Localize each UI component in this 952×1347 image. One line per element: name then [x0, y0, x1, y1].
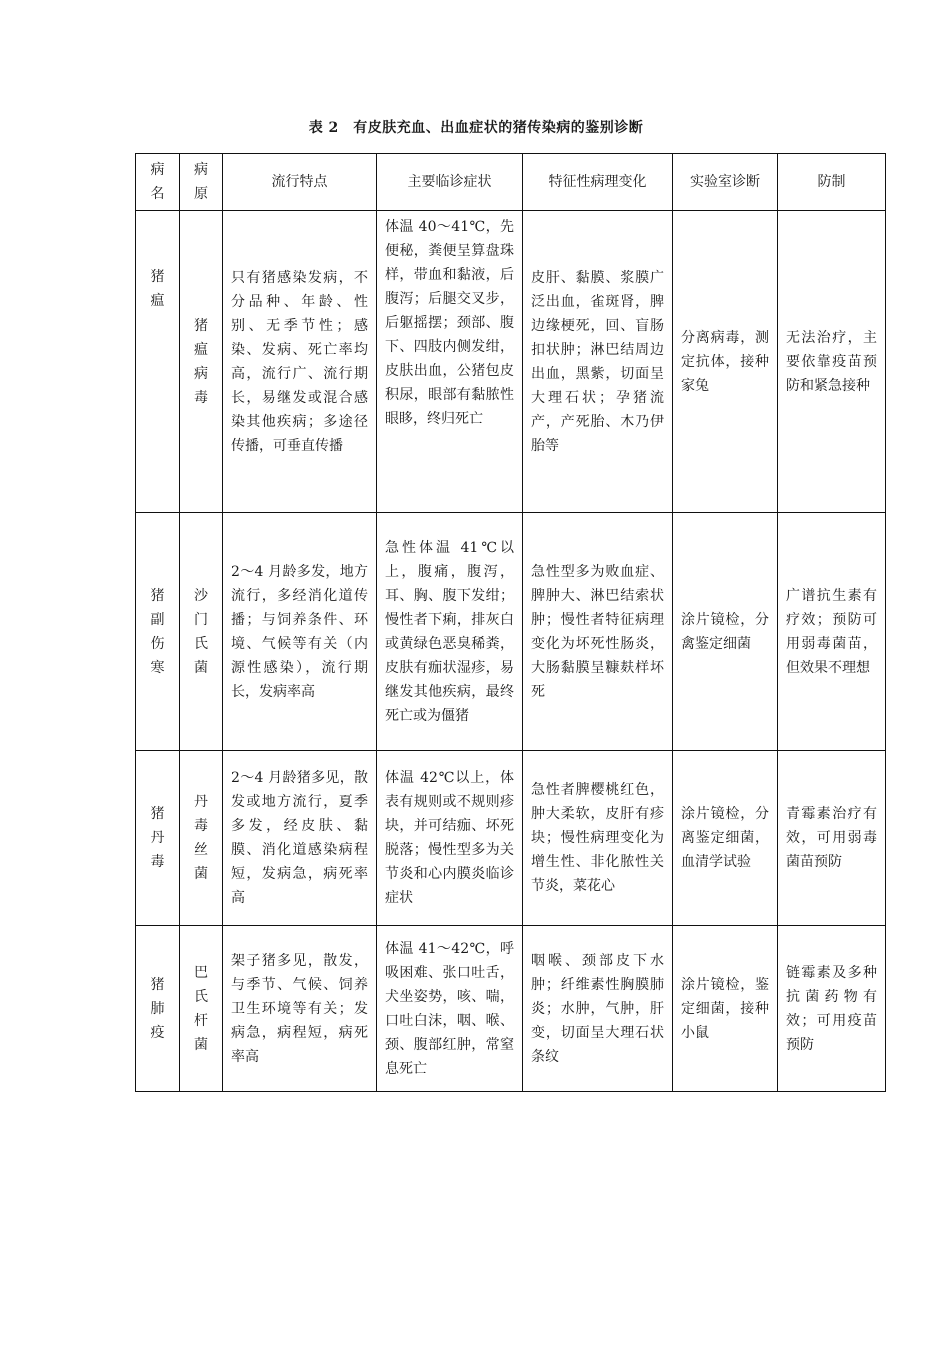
header-control: 防制	[778, 154, 886, 211]
pathology-cell: 咽喉、颈部皮下水肿；纤维素性胸膜肺炎；水肿，气肿，肝变，切面呈大理石状条纹	[523, 926, 673, 1092]
pathogen: 巴氏杆菌	[180, 926, 223, 1092]
lab-diagnosis-cell: 涂片镜检，鉴定细菌，接种小鼠	[673, 926, 778, 1092]
header-row	[136, 154, 886, 211]
table-row	[136, 513, 886, 751]
disease-name: 猪丹毒	[136, 751, 180, 926]
control-cell: 链霉素及多种抗菌药物有效；可用疫苗预防	[778, 926, 886, 1092]
lab-diagnosis-cell: 分离病毒，测定抗体，接种家兔	[673, 211, 778, 513]
header-disease-name: 病名	[136, 154, 180, 211]
disease-name: 猪肺疫	[136, 926, 180, 1092]
pathogen: 丹毒丝菌	[180, 751, 223, 926]
epidemiology-cell: 架子猪多见，散发，与季节、气候、饲养卫生环境等有关；发病急，病程短，病死率高	[223, 926, 377, 1092]
disease-name: 猪副伤寒	[136, 513, 180, 751]
control-cell: 广谱抗生素有疗效；预防可用弱毒菌苗，但效果不理想	[778, 513, 886, 751]
table-row	[136, 211, 886, 513]
control-cell: 青霉素治疗有效，可用弱毒菌苗预防	[778, 751, 886, 926]
epidemiology-cell: 只有猪感染发病，不分品种、年龄、性别、无季节性；感染、发病、死亡率均高，流行广、流行期长，易继发或混合感染其他疾病；多途径传播，可垂直传播	[223, 211, 377, 513]
symptoms-cell: 体温 40～41℃，先便秘，粪便呈算盘珠样，带血和黏液，后腹泻；后腿交叉步，后躯摇摆；颈部、腹下、四肢内侧发绀，皮肤出血，公猪包皮积尿，眼部有黏脓性眼眵，终归死亡	[377, 211, 523, 513]
pathogen: 沙门氏菌	[180, 513, 223, 751]
control-cell: 无法治疗，主要依靠疫苗预防和紧急接种	[778, 211, 886, 513]
pathogen: 猪瘟病毒	[180, 211, 223, 513]
table-title: 表 2 有皮肤充血、出血症状的猪传染病的鉴别诊断	[308, 120, 644, 136]
header-pathogen: 病原	[180, 154, 223, 211]
table-row	[136, 926, 886, 1092]
lab-diagnosis-cell: 涂片镜检，分禽鉴定细菌	[673, 513, 778, 751]
pathology-cell: 急性者脾樱桃红色，肿大柔软，皮肝有疹块；慢性病理变化为增生性、非化脓性关节炎，菜花心	[523, 751, 673, 926]
header-pathology: 特征性病理变化	[523, 154, 673, 211]
disease-name: 猪瘟	[136, 211, 180, 513]
differential-diagnosis-table	[135, 153, 886, 1092]
lab-diagnosis-cell: 涂片镜检，分离鉴定细菌，血清学试验	[673, 751, 778, 926]
header-epidemiology: 流行特点	[223, 154, 377, 211]
epidemiology-cell: 2～4 月龄多发，地方流行，多经消化道传播；与饲养条件、环境、气候等有关（内源性感染），流行期长，发病率高	[223, 513, 377, 751]
header-symptoms: 主要临诊症状	[377, 154, 523, 211]
pathology-cell: 急性型多为败血症、脾肿大、淋巴结索状肿；慢性者特征病理变化为坏死性肠炎，大肠黏膜呈糠麸样坏死	[523, 513, 673, 751]
symptoms-cell: 体温 42℃以上，体表有规则或不规则疹块，并可结痂、坏死脱落；慢性型多为关节炎和心内膜炎临诊症状	[377, 751, 523, 926]
pathology-cell: 皮肝、黏膜、浆膜广泛出血，雀斑肾，脾边缘梗死，回、盲肠扣状肿；淋巴结周边出血，黑紫，切面呈大理石状；孕猪流产，产死胎、木乃伊胎等	[523, 211, 673, 513]
epidemiology-cell: 2～4 月龄猪多见，散发或地方流行，夏季多发，经皮肤、黏膜、消化道感染病程短，发病急，病死率高	[223, 751, 377, 926]
symptoms-cell: 急性体温 41℃以上，腹痛，腹泻，耳、胸、腹下发绀；慢性者下痢，排灰白或黄绿色恶臭稀粪，皮肤有痂状湿疹，易继发其他疾病，最终死亡或为僵猪	[377, 513, 523, 751]
header-lab-diagnosis: 实验室诊断	[673, 154, 778, 211]
symptoms-cell: 体温 41～42℃，呼吸困难、张口吐舌，犬坐姿势，咳、喘，口吐白沫，咽、喉、颈、腹部红肿，常窒息死亡	[377, 926, 523, 1092]
table-row	[136, 751, 886, 926]
